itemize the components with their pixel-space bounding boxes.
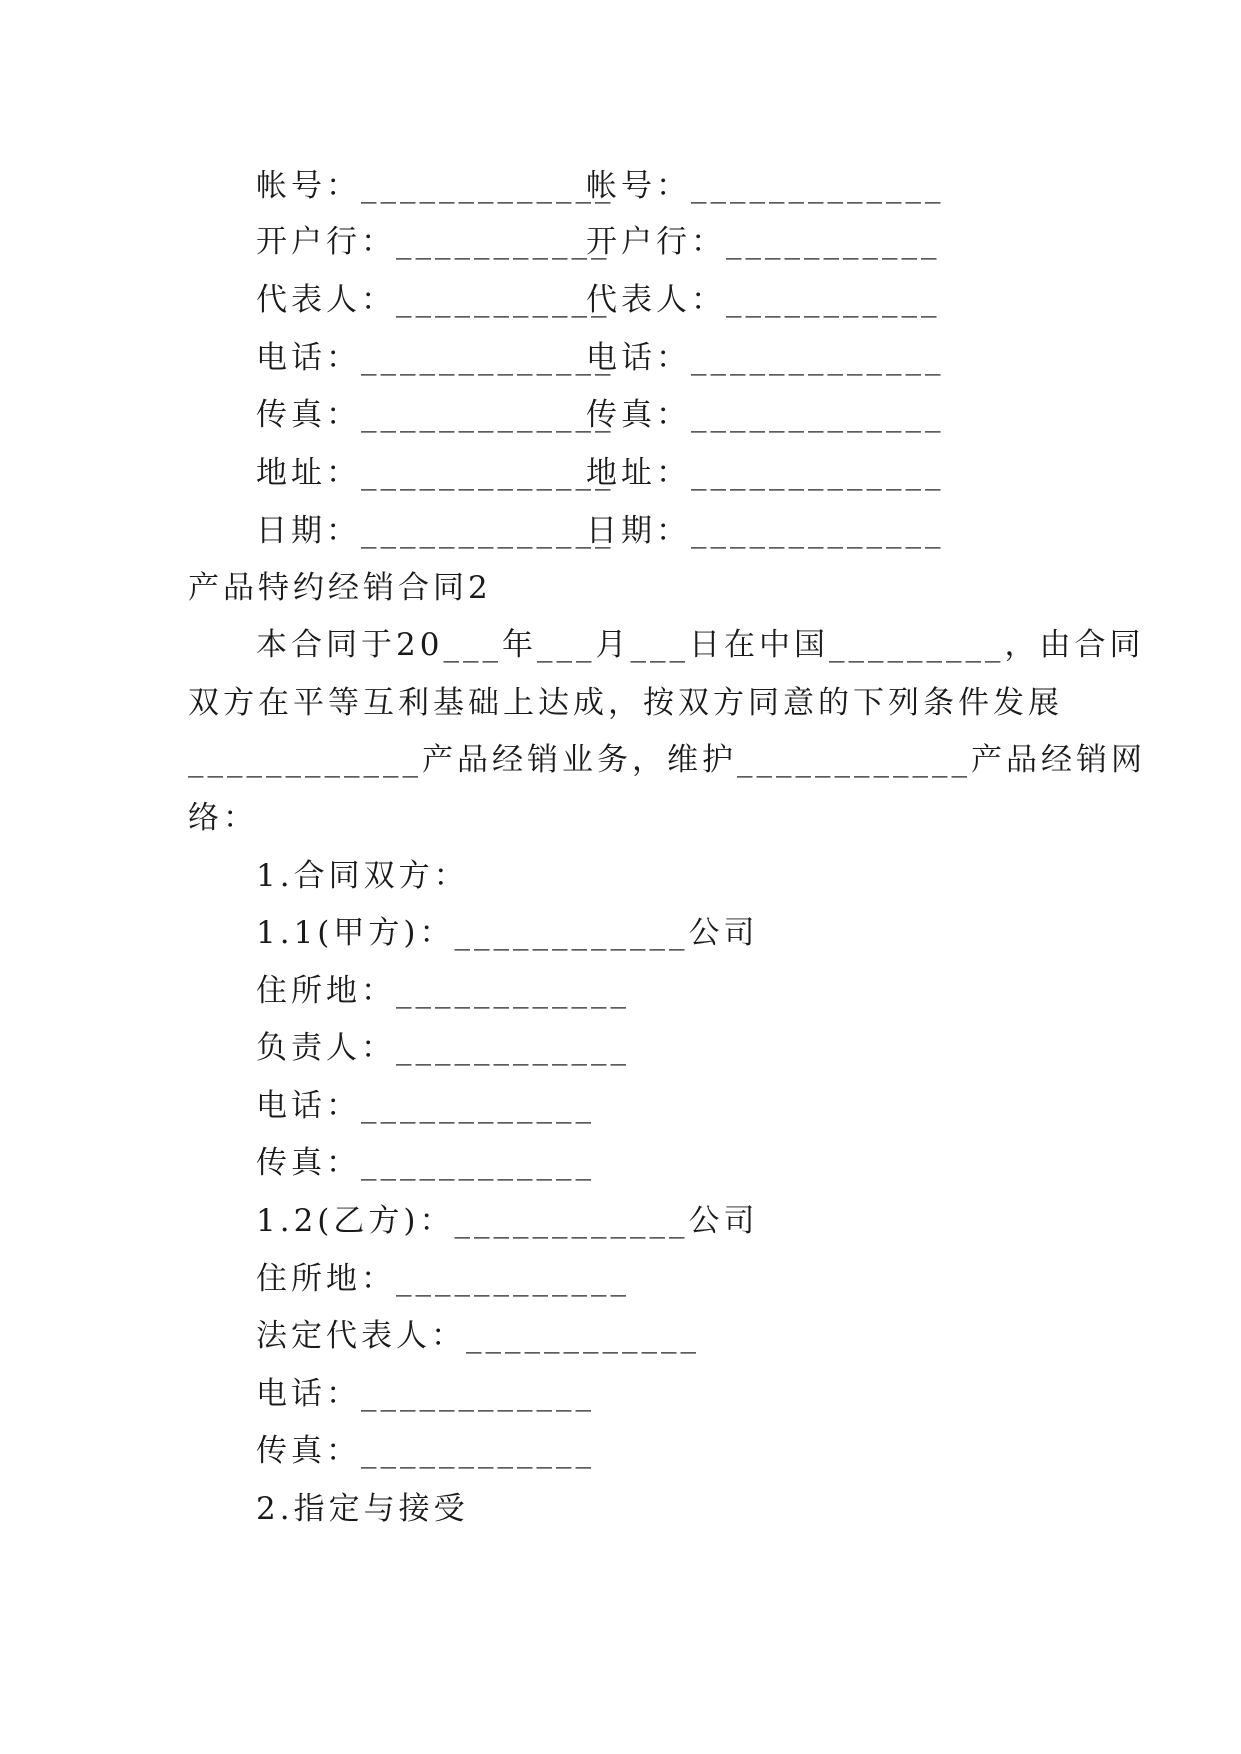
- intro-paragraph-line-3: ____________产品经销业务，维护____________产品经销网: [188, 742, 1146, 778]
- intro-paragraph-line-4: 络：: [188, 800, 258, 836]
- party-a-clause-phone-field: 电话：____________: [256, 1088, 595, 1124]
- intro-paragraph-line-1: 本合同于20___年___月___日在中国_________，由合同: [256, 627, 1145, 663]
- party-b-clause-phone-field: 电话：____________: [256, 1376, 595, 1412]
- party-a-account-field: 帐号：_____________: [256, 168, 615, 204]
- party-b-representative-field: 代表人：___________: [586, 282, 941, 318]
- clause-heading-parties: 1.合同双方：: [256, 858, 469, 894]
- party-a-bank-field: 开户行：___________: [256, 224, 611, 260]
- party-b-account-field: 帐号：_____________: [586, 168, 945, 204]
- section-title: 产品特约经销合同2: [188, 570, 492, 606]
- party-b-legal-representative-field: 法定代表人：____________: [256, 1318, 700, 1354]
- party-a-clause-fax-field: 传真：____________: [256, 1145, 595, 1181]
- party-b-bank-field: 开户行：___________: [586, 224, 941, 260]
- party-b-phone-field: 电话：_____________: [586, 340, 945, 376]
- clause-party-b: 1.2(乙方)：____________公司: [256, 1203, 759, 1239]
- party-a-fax-field: 传真：_____________: [256, 397, 615, 433]
- party-b-domicile-field: 住所地：____________: [256, 1261, 630, 1297]
- party-a-principal-field: 负责人：____________: [256, 1030, 630, 1066]
- party-b-clause-fax-field: 传真：____________: [256, 1433, 595, 1469]
- clause-heading-designation: 2.指定与接受: [256, 1491, 469, 1527]
- party-b-date-field: 日期：_____________: [586, 513, 945, 549]
- party-a-domicile-field: 住所地：____________: [256, 973, 630, 1009]
- party-a-representative-field: 代表人：___________: [256, 282, 611, 318]
- party-a-date-field: 日期：_____________: [256, 513, 615, 549]
- clause-party-a: 1.1(甲方)：____________公司: [256, 915, 759, 951]
- party-a-address-field: 地址：_____________: [256, 455, 615, 491]
- party-b-address-field: 地址：_____________: [586, 455, 945, 491]
- party-b-fax-field: 传真：_____________: [586, 397, 945, 433]
- intro-paragraph-line-2: 双方在平等互利基础上达成，按双方同意的下列条件发展: [188, 685, 1063, 721]
- party-a-phone-field: 电话：_____________: [256, 340, 615, 376]
